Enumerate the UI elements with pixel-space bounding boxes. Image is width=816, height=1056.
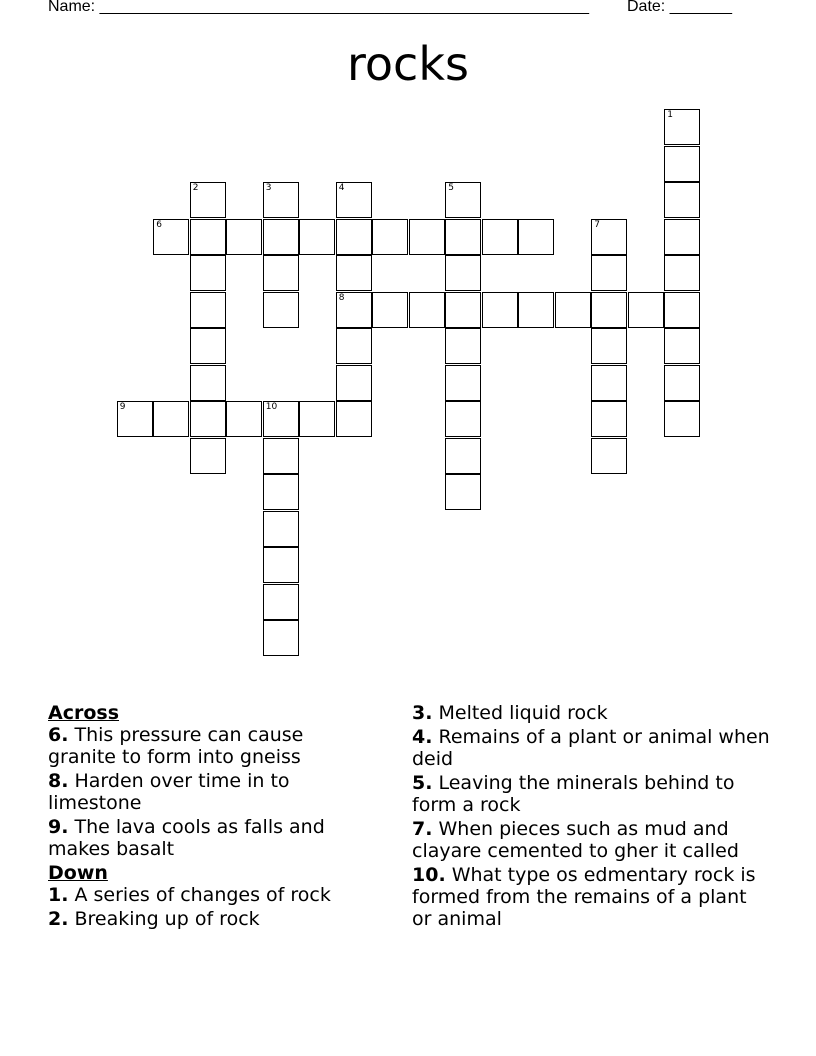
down-clue-list — [48, 884, 368, 930]
crossword-cell[interactable] — [263, 511, 299, 547]
crossword-cell[interactable] — [299, 219, 335, 255]
crossword-cell[interactable] — [518, 292, 554, 328]
clue-item-text: The lava cools as falls and makes basalt — [48, 816, 325, 860]
crossword-cell[interactable] — [263, 292, 299, 328]
clue-item — [412, 818, 772, 862]
crossword-cell[interactable] — [482, 219, 518, 255]
clue-item-number: 1. — [48, 884, 69, 906]
crossword-cell[interactable] — [664, 146, 700, 182]
clue-item-text: This pressure can cause granite to form into gneiss — [48, 724, 304, 768]
crossword-cell[interactable] — [336, 328, 372, 364]
clues-right-column — [412, 702, 772, 932]
across-clue-list — [48, 724, 368, 860]
clue-item-number: 9. — [48, 816, 69, 838]
crossword-cell[interactable] — [336, 292, 372, 328]
crossword-cell[interactable] — [664, 292, 700, 328]
crossword-cell[interactable] — [664, 328, 700, 364]
clue-number: 2 — [192, 183, 199, 194]
crossword-cell[interactable] — [336, 255, 372, 291]
crossword-cell[interactable] — [664, 109, 700, 145]
clue-item — [48, 908, 368, 930]
clue-number: 9 — [119, 402, 126, 413]
clue-item — [48, 884, 368, 906]
clue-item-text: Leaving the minerals behind to form a rock — [412, 772, 735, 816]
crossword-cell[interactable] — [336, 182, 372, 218]
crossword-cell[interactable] — [336, 219, 372, 255]
date-field-label: Date: _______ — [627, 0, 732, 15]
crossword-cell[interactable] — [664, 401, 700, 437]
clue-item-number: 3. — [412, 702, 433, 724]
crossword-cell[interactable] — [299, 401, 335, 437]
crossword-cell[interactable] — [190, 255, 226, 291]
crossword-cell[interactable] — [263, 547, 299, 583]
crossword-cell[interactable] — [190, 328, 226, 364]
crossword-cell[interactable] — [190, 182, 226, 218]
crossword-cell[interactable] — [153, 219, 189, 255]
clue-item — [412, 702, 772, 724]
crossword-cell[interactable] — [664, 365, 700, 401]
crossword-cell[interactable] — [591, 255, 627, 291]
clue-number: 3 — [265, 183, 272, 194]
crossword-cell[interactable] — [263, 219, 299, 255]
clue-item-text: What type os edmentary rock is formed from the remains of a plant or animal — [412, 864, 756, 930]
clue-item-number: 7. — [412, 818, 433, 840]
crossword-cell[interactable] — [226, 401, 262, 437]
crossword-cell[interactable] — [591, 401, 627, 437]
puzzle-title: rocks — [347, 37, 469, 91]
crossword-cell[interactable] — [445, 255, 481, 291]
clue-number: 1 — [667, 110, 673, 121]
crossword-cell[interactable] — [190, 401, 226, 437]
clue-number: 4 — [338, 183, 345, 194]
crossword-cell[interactable] — [482, 292, 518, 328]
crossword-cell[interactable] — [263, 401, 299, 437]
crossword-cell[interactable] — [445, 438, 481, 474]
clue-number: 5 — [448, 183, 454, 194]
crossword-cell[interactable] — [190, 292, 226, 328]
crossword-cell[interactable] — [153, 401, 189, 437]
crossword-cell[interactable] — [555, 292, 591, 328]
clue-number: 8 — [338, 292, 345, 303]
crossword-cell[interactable] — [190, 365, 226, 401]
crossword-cell[interactable] — [591, 438, 627, 474]
crossword-cell[interactable] — [263, 620, 299, 656]
crossword-cell[interactable] — [263, 584, 299, 620]
crossword-cell[interactable] — [591, 328, 627, 364]
clue-item-number: 8. — [48, 770, 69, 792]
crossword-cell[interactable] — [263, 474, 299, 510]
clue-item — [48, 816, 368, 860]
crossword-cell[interactable] — [190, 219, 226, 255]
clue-item-text: Melted liquid rock — [432, 702, 608, 724]
crossword-cell[interactable] — [591, 219, 627, 255]
clue-item-number: 10. — [412, 864, 446, 886]
crossword-cell[interactable] — [226, 219, 262, 255]
across-heading: Across — [48, 702, 120, 724]
crossword-cell[interactable] — [190, 438, 226, 474]
crossword-cell[interactable] — [445, 401, 481, 437]
crossword-cell[interactable] — [336, 365, 372, 401]
crossword-cell[interactable] — [445, 182, 481, 218]
crossword-cell[interactable] — [445, 292, 481, 328]
crossword-cell[interactable] — [263, 438, 299, 474]
clue-item-text: Remains of a plant or animal when deid — [412, 726, 770, 770]
clue-item-number: 6. — [48, 724, 69, 746]
clue-item — [412, 772, 772, 816]
crossword-cell[interactable] — [628, 292, 664, 328]
crossword-cell[interactable] — [664, 219, 700, 255]
crossword-cell[interactable] — [664, 182, 700, 218]
clue-number: 6 — [156, 219, 162, 230]
crossword-cell[interactable] — [445, 328, 481, 364]
crossword-cell[interactable] — [518, 219, 554, 255]
down-clue-list-continued — [412, 702, 772, 930]
name-field-label: Name: _______________________________________________________ — [48, 0, 589, 15]
crossword-cell[interactable] — [409, 292, 445, 328]
crossword-cell[interactable] — [445, 219, 481, 255]
clue-item — [412, 726, 772, 770]
clue-item-number: 5. — [412, 772, 433, 794]
clue-item-text: Harden over time in to limestone — [48, 770, 290, 814]
crossword-cell[interactable] — [117, 401, 153, 437]
clue-item — [48, 770, 368, 814]
crossword-cell[interactable] — [263, 255, 299, 291]
clue-number: 7 — [594, 219, 600, 230]
clue-item — [412, 864, 772, 930]
clue-item-number: 2. — [48, 908, 69, 930]
crossword-cell[interactable] — [591, 292, 627, 328]
clues-left-column — [48, 702, 368, 932]
crossword-cell[interactable] — [372, 219, 408, 255]
crossword-cell[interactable] — [409, 219, 445, 255]
crossword-cell[interactable] — [372, 292, 408, 328]
down-heading: Down — [48, 862, 108, 884]
crossword-cell[interactable] — [336, 401, 372, 437]
crossword-cell[interactable] — [263, 182, 299, 218]
crossword-cell[interactable] — [445, 365, 481, 401]
clue-item-text: When pieces such as mud and clayare cemented to gher it called — [412, 818, 739, 862]
crossword-cell[interactable] — [591, 365, 627, 401]
clue-item-text: A series of changes of rock — [68, 884, 331, 906]
crossword-cell[interactable] — [445, 474, 481, 510]
clue-number: 10 — [265, 402, 278, 413]
clue-item — [48, 724, 368, 768]
clue-item-text: Breaking up of rock — [68, 908, 260, 930]
clue-item-number: 4. — [412, 726, 433, 748]
crossword-cell[interactable] — [664, 255, 700, 291]
